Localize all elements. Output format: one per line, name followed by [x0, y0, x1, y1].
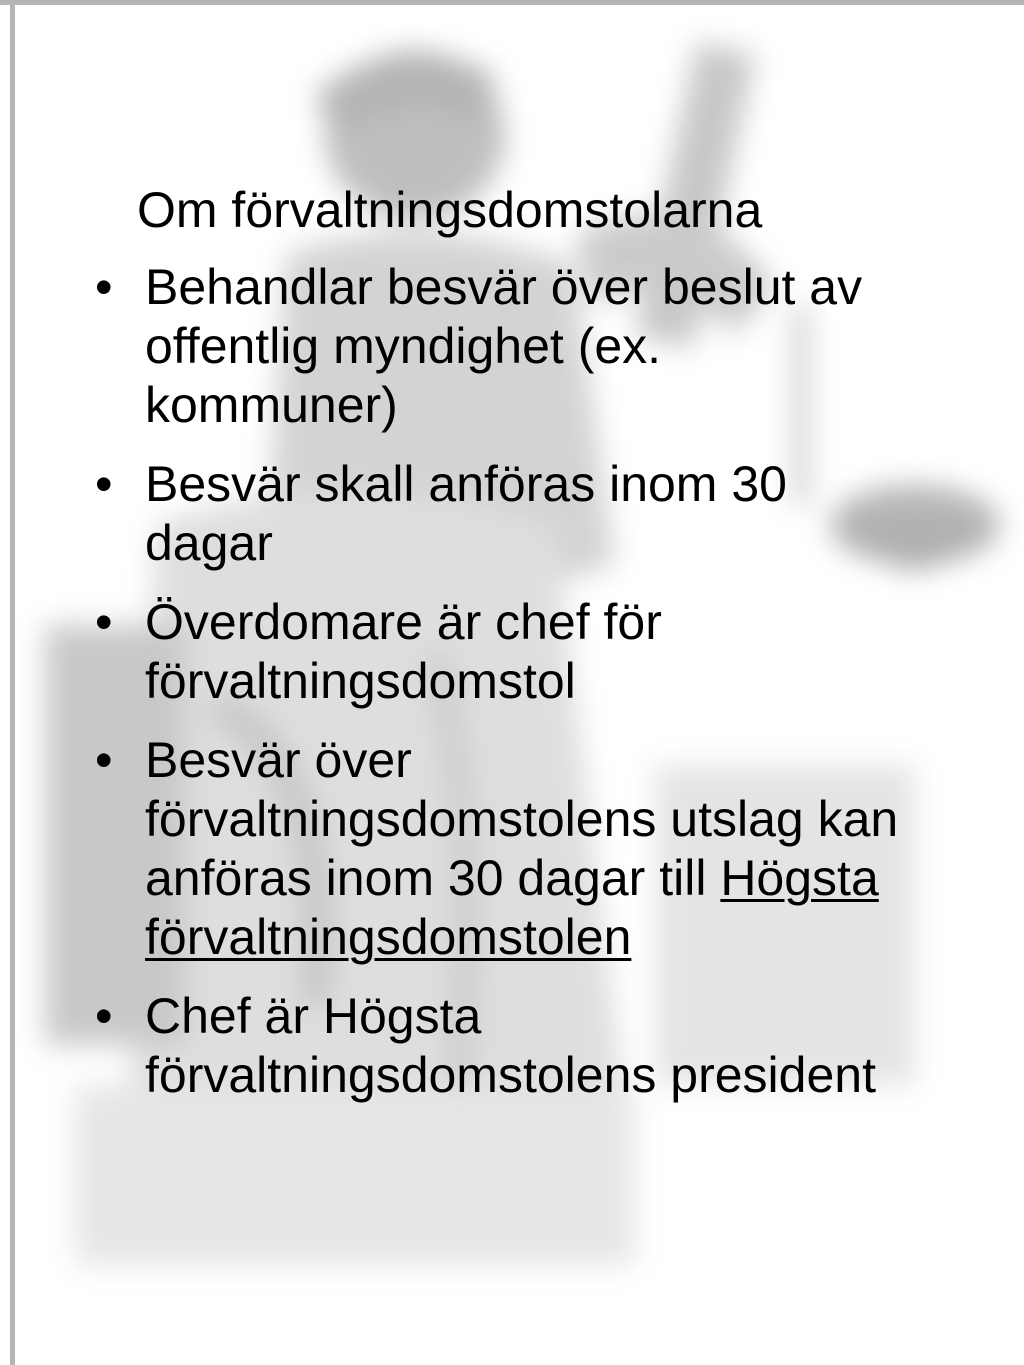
bullet-item-appeals-against-authority	[95, 258, 915, 435]
bullet-marker: •	[95, 456, 113, 512]
bullet-item-chief-judge	[95, 593, 915, 711]
slide-title: Om förvaltningsdomstolarna	[137, 182, 763, 238]
bullet-text: Besvär över förvaltningsdomstolens utslag kan anföras inom 30 dagar till	[145, 732, 899, 906]
bullet-marker: •	[95, 732, 113, 788]
bullet-text: Överdomare är chef för förvaltningsdomstol	[145, 594, 662, 709]
bullet-text: Besvär skall anföras inom 30 dagar	[145, 456, 787, 571]
bullet-list	[95, 258, 915, 1125]
bullet-text: Behandlar besvär över beslut av offentlig myndighet (ex. kommuner)	[145, 259, 863, 433]
bullet-item-president	[95, 987, 915, 1105]
bullet-item-appeal-to-supreme-court	[95, 731, 915, 967]
supreme-administrative-court-link[interactable]: Högsta förvaltningsdomstolen	[145, 850, 879, 965]
bullet-item-appeal-deadline	[95, 455, 915, 573]
bullet-text: Chef är Högsta förvaltningsdomstolens president	[145, 988, 876, 1103]
bullet-marker: •	[95, 594, 113, 650]
bullet-marker: •	[95, 988, 113, 1044]
bullet-marker: •	[95, 259, 113, 315]
